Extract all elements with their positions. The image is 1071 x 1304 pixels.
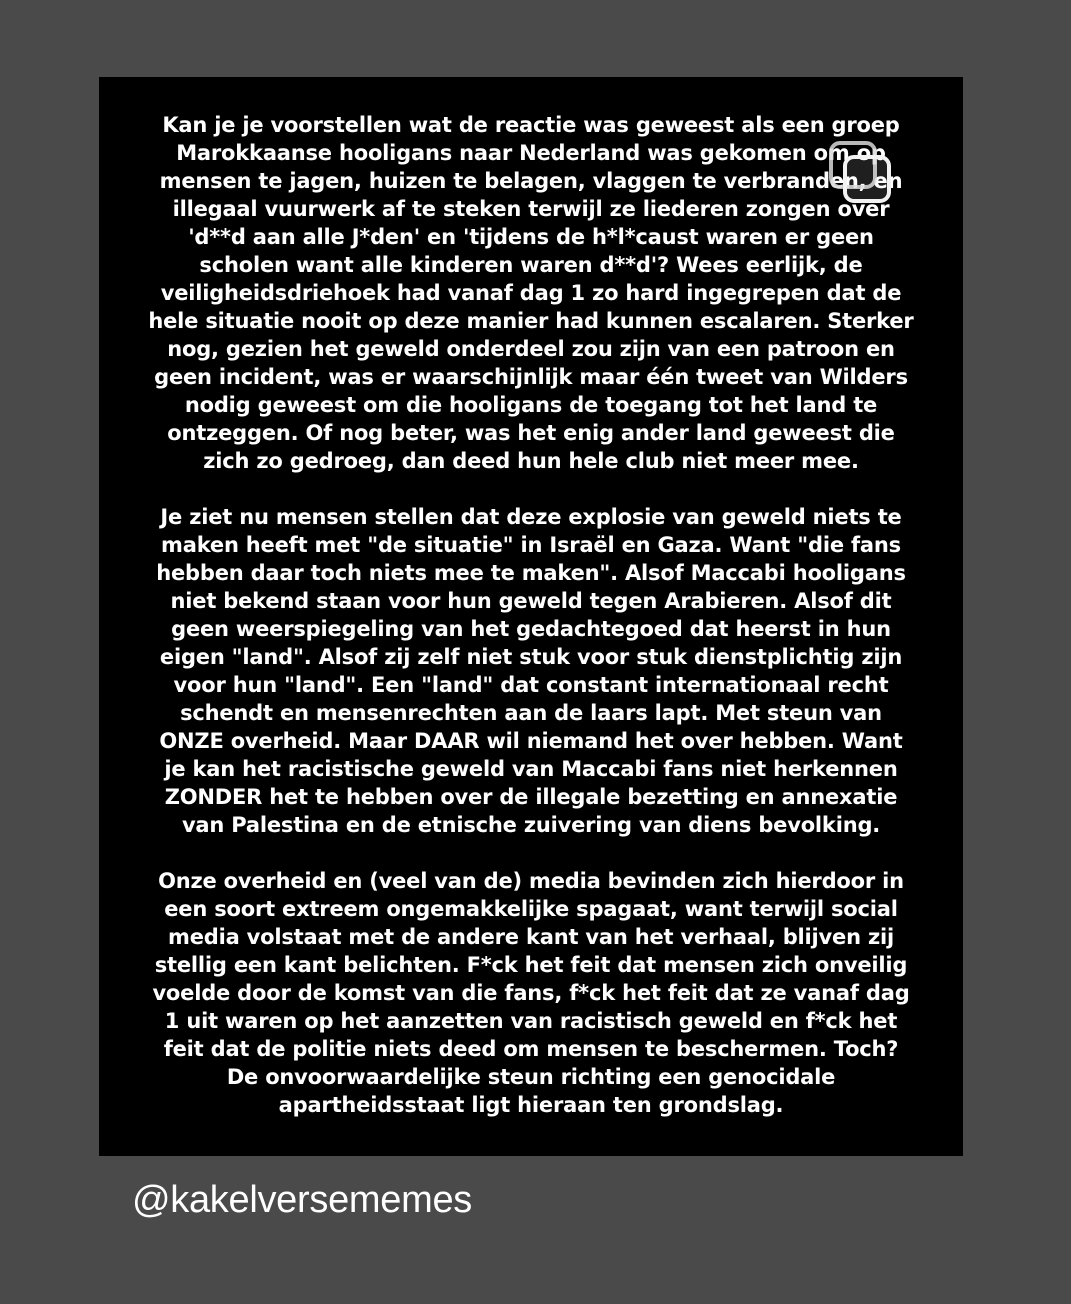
post-text-line: media volstaat met de andere kant van het verhaal, blijven zij <box>168 925 894 949</box>
post-paragraph <box>139 111 923 475</box>
post-text-line: een soort extreem ongemakkelijke spagaat, want terwijl social <box>164 897 898 921</box>
post-text-line: ZONDER het te hebben over de illegale bezetting en annexatie <box>164 785 898 809</box>
copy-icon[interactable] <box>825 137 895 207</box>
post-text-line: zich zo gedroeg, dan deed hun hele club niet meer mee. <box>203 449 859 473</box>
post-text-line: ontzeggen. Of nog beter, was het enig ander land geweest die <box>167 421 895 445</box>
post-text-line: voelde door de komst van die fans, f*ck het feit dat ze vanaf dag <box>152 981 910 1005</box>
post-text-line: stellig een kant belichten. F*ck het feit dat mensen zich onveilig <box>154 953 908 977</box>
post-text-line: veiligheidsdriehoek had vanaf dag 1 zo hard ingegrepen dat de <box>160 281 902 305</box>
post-text-line: ONZE overheid. Maar DAAR wil niemand het over hebben. Want <box>159 729 903 753</box>
post-text-line: geen incident, was er waarschijnlijk maar één tweet van Wilders <box>154 365 908 389</box>
post-text-line: apartheidsstaat ligt hieraan ten grondslag. <box>278 1093 784 1117</box>
post-text-line: Onze overheid en (veel van de) media bevinden zich hierdoor in <box>158 869 904 893</box>
post-text-line: 'd**d aan alle J*den' en 'tijdens de h*l*caust waren er geen <box>188 225 874 249</box>
post-text-line: maken heeft met "de situatie" in Israël en Gaza. Want "die fans <box>161 533 901 557</box>
post-text-line: voor hun "land". Een "land" dat constant internationaal recht <box>173 673 889 697</box>
post-text-line: hebben daar toch niets mee te maken". Alsof Maccabi hooligans <box>156 561 906 585</box>
post-text-line: Kan je je voorstellen wat de reactie was geweest als een groep <box>162 113 900 137</box>
post-text-line: hele situatie nooit op deze manier had kunnen escalaren. Sterker <box>148 309 914 333</box>
post-paragraph <box>139 867 923 1119</box>
post-text-line: feit dat de politie niets deed om mensen te beschermen. Toch? <box>163 1037 899 1061</box>
post-text <box>139 111 923 1119</box>
post-text-line: geen weerspiegeling van het gedachtegoed dat heerst in hun <box>171 617 891 641</box>
post-text-line: nog, gezien het geweld onderdeel zou zijn van een patroon en <box>167 337 895 361</box>
account-handle: @kakelversememes <box>132 1179 472 1221</box>
post-text-line: 1 uit waren op het aanzetten van racistisch geweld en f*ck het <box>164 1009 898 1033</box>
post-text-line: je kan het racistische geweld van Maccabi fans niet herkennen <box>164 757 898 781</box>
post-text-line: illegaal vuurwerk af te steken terwijl ze liederen zongen over <box>172 197 890 221</box>
post-text-line: Je ziet nu mensen stellen dat deze explosie van geweld niets te <box>160 505 902 529</box>
post-text-line: schendt en mensenrechten aan de laars lapt. Met steun van <box>180 701 882 725</box>
post-text-line: Marokkaanse hooligans naar Nederland was gekomen om op <box>176 141 886 165</box>
post-text-line: scholen want alle kinderen waren d**d'? Wees eerlijk, de <box>199 253 863 277</box>
post-text-line: van Palestina en de etnische zuivering van diens bevolking. <box>181 813 881 837</box>
post-text-line: De onvoorwaardelijke steun richting een genocidale <box>226 1065 836 1089</box>
post-text-line: eigen "land". Alsof zij zelf niet stuk voor stuk dienstplichtig zijn <box>159 645 903 669</box>
post-paragraph <box>139 503 923 839</box>
post-text-line: niet bekend staan voor hun geweld tegen Arabieren. Alsof dit <box>170 589 892 613</box>
post-text-line: nodig geweest om die hooligans de toegang tot het land te <box>184 393 878 417</box>
post-text-line: mensen te jagen, huizen te belagen, vlaggen te verbranden, en <box>159 169 903 193</box>
post-card <box>99 77 963 1156</box>
